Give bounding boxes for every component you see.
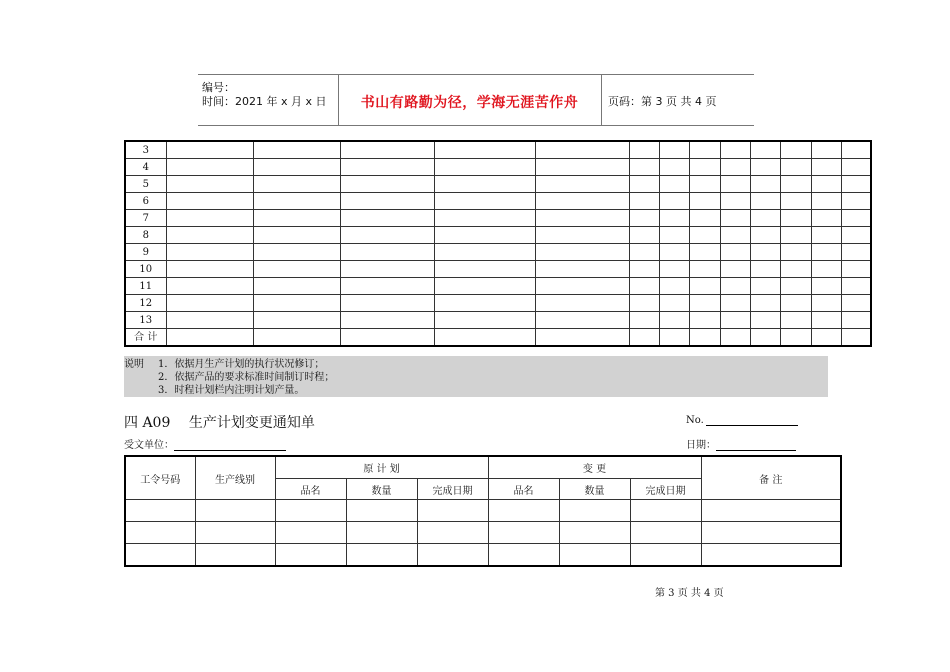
empty-cell[interactable] <box>253 261 340 278</box>
empty-cell[interactable] <box>629 141 659 159</box>
empty-cell[interactable] <box>346 500 417 522</box>
empty-cell[interactable] <box>253 159 340 176</box>
empty-cell[interactable] <box>811 278 841 295</box>
empty-cell[interactable] <box>275 544 346 567</box>
empty-cell[interactable] <box>750 312 780 329</box>
empty-cell[interactable] <box>841 295 871 312</box>
empty-cell[interactable] <box>434 261 535 278</box>
empty-cell[interactable] <box>720 295 750 312</box>
empty-cell[interactable] <box>750 278 780 295</box>
empty-cell[interactable] <box>689 244 720 261</box>
empty-cell[interactable] <box>841 278 871 295</box>
row-number: 5 <box>125 176 166 193</box>
header-left-cell <box>198 75 339 125</box>
empty-cell[interactable] <box>340 141 434 159</box>
page-footer: 第 3 页 共 4 页 <box>655 588 724 599</box>
empty-cell[interactable] <box>720 159 750 176</box>
empty-cell[interactable] <box>720 210 750 227</box>
empty-cell[interactable] <box>720 193 750 210</box>
group-change: 变 更 <box>488 456 701 479</box>
empty-cell[interactable] <box>535 312 629 329</box>
empty-cell[interactable] <box>434 159 535 176</box>
empty-cell[interactable] <box>780 141 811 159</box>
empty-cell[interactable] <box>434 227 535 244</box>
empty-cell[interactable] <box>125 500 195 522</box>
empty-cell[interactable] <box>780 295 811 312</box>
empty-cell[interactable] <box>841 312 871 329</box>
notes-label: 说明 <box>124 359 144 370</box>
empty-cell[interactable] <box>811 261 841 278</box>
empty-cell[interactable] <box>720 261 750 278</box>
motto: 书山有路勤为径，学海无涯苦作舟 <box>360 95 579 111</box>
empty-cell[interactable] <box>434 193 535 210</box>
group-original-plan: 原 计 划 <box>275 456 488 479</box>
empty-cell[interactable] <box>275 522 346 544</box>
receiver-label: 受文单位： <box>124 440 174 451</box>
section-code: 四 A09 <box>124 415 171 431</box>
empty-cell[interactable] <box>559 500 630 522</box>
empty-cell[interactable] <box>689 176 720 193</box>
section-title <box>124 412 315 432</box>
header-middle-cell <box>338 75 602 125</box>
empty-cell[interactable] <box>659 261 689 278</box>
empty-cell[interactable] <box>434 278 535 295</box>
empty-cell[interactable] <box>750 227 780 244</box>
empty-cell[interactable] <box>535 261 629 278</box>
empty-cell[interactable] <box>780 329 811 347</box>
empty-cell[interactable] <box>750 159 780 176</box>
empty-cell[interactable] <box>340 159 434 176</box>
empty-cell[interactable] <box>629 159 659 176</box>
empty-cell[interactable] <box>689 210 720 227</box>
empty-cell[interactable] <box>720 329 750 347</box>
empty-cell[interactable] <box>811 141 841 159</box>
empty-cell[interactable] <box>841 261 871 278</box>
sub-completion-date: 完成日期 <box>630 479 701 500</box>
empty-cell[interactable] <box>535 193 629 210</box>
empty-cell[interactable] <box>811 227 841 244</box>
empty-cell[interactable] <box>701 522 841 544</box>
empty-cell[interactable] <box>125 522 195 544</box>
empty-cell[interactable] <box>166 193 253 210</box>
empty-cell[interactable] <box>720 176 750 193</box>
empty-cell[interactable] <box>811 295 841 312</box>
date-label: 日期： <box>686 440 716 451</box>
empty-cell[interactable] <box>340 261 434 278</box>
row-number: 7 <box>125 210 166 227</box>
row-number: 9 <box>125 244 166 261</box>
empty-cell[interactable] <box>630 522 701 544</box>
empty-cell[interactable] <box>253 227 340 244</box>
row-number: 8 <box>125 227 166 244</box>
empty-cell[interactable] <box>630 500 701 522</box>
empty-cell[interactable] <box>434 295 535 312</box>
table-row <box>125 500 841 522</box>
note-item: 2．依据产品的要求标准时间制订时程； <box>158 372 335 383</box>
empty-cell[interactable] <box>166 261 253 278</box>
empty-cell[interactable] <box>340 227 434 244</box>
empty-cell[interactable] <box>434 141 535 159</box>
empty-cell[interactable] <box>659 312 689 329</box>
col-production-line: 生产线别 <box>195 456 275 500</box>
empty-cell[interactable] <box>811 176 841 193</box>
empty-cell[interactable] <box>253 329 340 347</box>
table-row <box>125 329 871 347</box>
empty-cell[interactable] <box>841 210 871 227</box>
empty-cell[interactable] <box>720 244 750 261</box>
empty-cell[interactable] <box>811 312 841 329</box>
empty-cell[interactable] <box>346 544 417 567</box>
empty-cell[interactable] <box>434 312 535 329</box>
empty-cell[interactable] <box>559 544 630 567</box>
empty-cell[interactable] <box>253 244 340 261</box>
empty-cell[interactable] <box>720 312 750 329</box>
empty-cell[interactable] <box>659 295 689 312</box>
date-blank[interactable] <box>716 440 796 451</box>
table-row <box>125 227 871 244</box>
empty-cell[interactable] <box>841 244 871 261</box>
table-row <box>125 141 871 159</box>
receiver-blank[interactable] <box>174 440 286 451</box>
empty-cell[interactable] <box>659 227 689 244</box>
col-remark: 备 注 <box>701 456 841 500</box>
empty-cell[interactable] <box>811 210 841 227</box>
row-number: 3 <box>125 141 166 159</box>
empty-cell[interactable] <box>346 522 417 544</box>
sub-product-name: 品名 <box>488 479 559 500</box>
empty-cell[interactable] <box>780 159 811 176</box>
table-row <box>125 176 871 193</box>
empty-cell[interactable] <box>253 210 340 227</box>
empty-cell[interactable] <box>629 295 659 312</box>
empty-cell[interactable] <box>166 278 253 295</box>
sub-product-name: 品名 <box>275 479 346 500</box>
note-item: 1．依据月生产计划的执行状况修订； <box>158 359 325 370</box>
empty-cell[interactable] <box>166 176 253 193</box>
row-number: 12 <box>125 295 166 312</box>
empty-cell[interactable] <box>253 312 340 329</box>
empty-cell[interactable] <box>841 329 871 347</box>
time-label: 时间：2021 年 x 月 x 日 <box>202 95 327 108</box>
empty-cell[interactable] <box>720 227 750 244</box>
empty-cell[interactable] <box>340 210 434 227</box>
empty-cell[interactable] <box>195 500 275 522</box>
empty-cell[interactable] <box>701 500 841 522</box>
plan-table <box>124 140 872 347</box>
empty-cell[interactable] <box>780 193 811 210</box>
empty-cell[interactable] <box>166 244 253 261</box>
empty-cell[interactable] <box>841 227 871 244</box>
empty-cell[interactable] <box>166 210 253 227</box>
empty-cell[interactable] <box>166 329 253 347</box>
empty-cell[interactable] <box>659 193 689 210</box>
empty-cell[interactable] <box>166 141 253 159</box>
col-work-order: 工令号码 <box>125 456 195 500</box>
empty-cell[interactable] <box>811 159 841 176</box>
empty-cell[interactable] <box>780 210 811 227</box>
empty-cell[interactable] <box>340 278 434 295</box>
empty-cell[interactable] <box>535 278 629 295</box>
empty-cell[interactable] <box>701 544 841 567</box>
empty-cell[interactable] <box>841 193 871 210</box>
sub-quantity: 数量 <box>559 479 630 500</box>
empty-cell[interactable] <box>659 159 689 176</box>
empty-cell[interactable] <box>253 278 340 295</box>
empty-cell[interactable] <box>659 210 689 227</box>
empty-cell[interactable] <box>275 500 346 522</box>
empty-cell[interactable] <box>535 329 629 347</box>
empty-cell[interactable] <box>841 159 871 176</box>
receiver-field <box>124 436 286 451</box>
page-label: 页码：第 3 页 共 4 页 <box>608 95 717 108</box>
table-row <box>125 278 871 295</box>
change-table <box>124 455 842 567</box>
document-header <box>198 74 754 126</box>
table-row <box>125 312 871 329</box>
empty-cell[interactable] <box>434 176 535 193</box>
empty-cell[interactable] <box>629 193 659 210</box>
empty-cell[interactable] <box>659 141 689 159</box>
empty-cell[interactable] <box>659 176 689 193</box>
empty-cell[interactable] <box>195 544 275 567</box>
empty-cell[interactable] <box>720 278 750 295</box>
empty-cell[interactable] <box>434 210 535 227</box>
empty-cell[interactable] <box>750 210 780 227</box>
empty-cell[interactable] <box>535 244 629 261</box>
empty-cell[interactable] <box>340 176 434 193</box>
empty-cell[interactable] <box>689 295 720 312</box>
empty-cell[interactable] <box>559 522 630 544</box>
empty-cell[interactable] <box>166 312 253 329</box>
empty-cell[interactable] <box>434 244 535 261</box>
empty-cell[interactable] <box>535 210 629 227</box>
table-row <box>125 544 841 567</box>
empty-cell[interactable] <box>340 295 434 312</box>
sub-quantity: 数量 <box>346 479 417 500</box>
row-number: 11 <box>125 278 166 295</box>
empty-cell[interactable] <box>750 295 780 312</box>
empty-cell[interactable] <box>689 261 720 278</box>
empty-cell[interactable] <box>689 312 720 329</box>
empty-cell[interactable] <box>340 244 434 261</box>
empty-cell[interactable] <box>689 227 720 244</box>
empty-cell[interactable] <box>689 193 720 210</box>
empty-cell[interactable] <box>629 244 659 261</box>
empty-cell[interactable] <box>630 544 701 567</box>
empty-cell[interactable] <box>689 159 720 176</box>
empty-cell[interactable] <box>750 176 780 193</box>
row-number: 10 <box>125 261 166 278</box>
empty-cell[interactable] <box>629 210 659 227</box>
empty-cell[interactable] <box>750 141 780 159</box>
empty-cell[interactable] <box>780 278 811 295</box>
empty-cell[interactable] <box>780 244 811 261</box>
no-field <box>686 415 798 426</box>
empty-cell[interactable] <box>659 244 689 261</box>
empty-cell[interactable] <box>629 312 659 329</box>
table-row <box>125 295 871 312</box>
empty-cell[interactable] <box>125 544 195 567</box>
empty-cell[interactable] <box>417 544 488 567</box>
empty-cell[interactable] <box>417 522 488 544</box>
empty-cell[interactable] <box>535 176 629 193</box>
empty-cell[interactable] <box>659 278 689 295</box>
empty-cell[interactable] <box>535 159 629 176</box>
empty-cell[interactable] <box>629 278 659 295</box>
table-row <box>125 159 871 176</box>
empty-cell[interactable] <box>253 141 340 159</box>
empty-cell[interactable] <box>811 193 841 210</box>
empty-cell[interactable] <box>166 159 253 176</box>
empty-cell[interactable] <box>195 522 275 544</box>
table-row <box>125 522 841 544</box>
table-row <box>125 244 871 261</box>
empty-cell[interactable] <box>689 278 720 295</box>
empty-cell[interactable] <box>780 261 811 278</box>
empty-cell[interactable] <box>535 295 629 312</box>
empty-cell[interactable] <box>535 141 629 159</box>
empty-cell[interactable] <box>340 329 434 347</box>
empty-cell[interactable] <box>720 141 750 159</box>
empty-cell[interactable] <box>689 329 720 347</box>
empty-cell[interactable] <box>166 227 253 244</box>
empty-cell[interactable] <box>841 176 871 193</box>
empty-cell[interactable] <box>780 176 811 193</box>
empty-cell[interactable] <box>811 329 841 347</box>
empty-cell[interactable] <box>780 227 811 244</box>
empty-cell[interactable] <box>166 295 253 312</box>
empty-cell[interactable] <box>750 244 780 261</box>
empty-cell[interactable] <box>780 312 811 329</box>
empty-cell[interactable] <box>811 244 841 261</box>
empty-cell[interactable] <box>340 312 434 329</box>
empty-cell[interactable] <box>488 544 559 567</box>
number-label: 编号： <box>202 81 235 94</box>
empty-cell[interactable] <box>253 193 340 210</box>
empty-cell[interactable] <box>535 227 629 244</box>
empty-cell[interactable] <box>253 295 340 312</box>
empty-cell[interactable] <box>417 500 488 522</box>
date-field <box>686 436 796 451</box>
row-number: 6 <box>125 193 166 210</box>
no-label: No. <box>686 415 704 426</box>
empty-cell[interactable] <box>841 141 871 159</box>
total-label: 合 计 <box>125 329 166 347</box>
row-number: 4 <box>125 159 166 176</box>
table-row <box>125 261 871 278</box>
empty-cell[interactable] <box>629 261 659 278</box>
empty-cell[interactable] <box>750 193 780 210</box>
no-blank[interactable] <box>706 415 798 426</box>
empty-cell[interactable] <box>340 193 434 210</box>
header-right-cell <box>602 75 754 125</box>
empty-cell[interactable] <box>488 522 559 544</box>
row-number: 13 <box>125 312 166 329</box>
note-item: 3．时程计划栏内注明计划产量。 <box>158 385 305 396</box>
table-row <box>125 193 871 210</box>
empty-cell[interactable] <box>659 329 689 347</box>
empty-cell[interactable] <box>488 500 559 522</box>
empty-cell[interactable] <box>689 141 720 159</box>
empty-cell[interactable] <box>629 227 659 244</box>
empty-cell[interactable] <box>629 176 659 193</box>
empty-cell[interactable] <box>434 329 535 347</box>
notes-box <box>124 356 828 397</box>
sub-completion-date: 完成日期 <box>417 479 488 500</box>
empty-cell[interactable] <box>750 329 780 347</box>
empty-cell[interactable] <box>253 176 340 193</box>
table-row <box>125 210 871 227</box>
section-title-text: 生产计划变更通知单 <box>188 415 315 431</box>
empty-cell[interactable] <box>629 329 659 347</box>
empty-cell[interactable] <box>750 261 780 278</box>
